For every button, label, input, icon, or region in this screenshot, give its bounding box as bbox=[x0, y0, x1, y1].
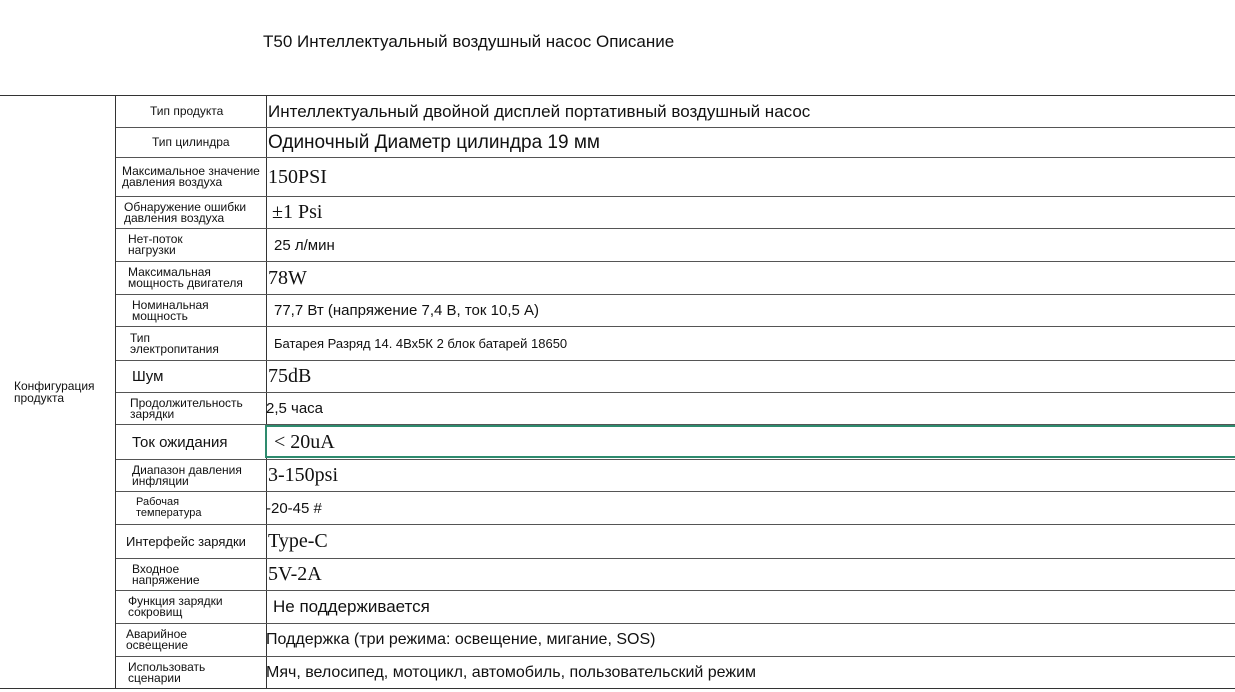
row-label: Тип продукта bbox=[150, 104, 224, 118]
table-row bbox=[116, 128, 1235, 158]
row-highlight-frame bbox=[265, 425, 1235, 458]
row-label: Продолжительность зарядки bbox=[130, 395, 243, 421]
row-value: Одиночный Диаметр цилиндра 19 мм bbox=[268, 131, 600, 153]
table-row bbox=[116, 393, 1235, 425]
row-value: 150PSI bbox=[268, 165, 327, 188]
table-row bbox=[116, 158, 1235, 197]
table-row bbox=[116, 262, 1235, 295]
row-value: 2,5 часа bbox=[266, 400, 324, 417]
row-value: -20-45 # bbox=[266, 499, 322, 517]
row-label: Максимальное значение давления воздуха bbox=[122, 164, 260, 189]
row-value: Мяч, велосипед, мотоцикл, автомобиль, пользовательский режим bbox=[266, 663, 757, 681]
row-label: Функция зарядки сокровищ bbox=[128, 594, 223, 619]
row-label: Диапазон давления инфляции bbox=[132, 462, 242, 488]
row-value: 78W bbox=[268, 266, 307, 289]
table-row bbox=[116, 591, 1235, 624]
table-row bbox=[116, 492, 1235, 525]
table-row bbox=[116, 460, 1235, 492]
table-row bbox=[116, 525, 1235, 559]
table-row bbox=[116, 96, 1235, 128]
row-label: Обнаружение ошибки давления воздуха bbox=[124, 199, 247, 225]
table-row bbox=[116, 295, 1235, 327]
table-row bbox=[116, 229, 1235, 262]
row-value: 77,7 Вт (напряжение 7,4 В, ток 10,5 А) bbox=[274, 302, 539, 319]
row-value: 5V-2A bbox=[268, 563, 322, 585]
row-value: Не поддерживается bbox=[273, 597, 430, 616]
group-label: Конфигурация продукта bbox=[14, 379, 95, 405]
row-value: Поддержка (три режима: освещение, мигание, SOS) bbox=[266, 631, 656, 648]
row-value: Батарея Разряд 14. 4Вх5К 2 блок батарей 18650 bbox=[274, 336, 568, 351]
table-row bbox=[116, 197, 1235, 229]
row-value: Type-C bbox=[268, 530, 328, 552]
row-value: ±1 Psi bbox=[272, 201, 323, 223]
page-title: T50 Интеллектуальный воздушный насос Описание bbox=[263, 32, 675, 51]
table-row bbox=[116, 657, 1235, 688]
row-label: Максимальная мощность двигателя bbox=[128, 265, 243, 290]
table-row bbox=[116, 559, 1235, 591]
row-label: Ток ожидания bbox=[132, 433, 228, 451]
row-value: < 20uA bbox=[274, 430, 335, 453]
row-label: Шум bbox=[132, 368, 164, 385]
row-label: Рабочая температура bbox=[136, 496, 202, 519]
row-label: Тип цилиндра bbox=[152, 135, 230, 149]
row-value: 75dB bbox=[268, 365, 312, 387]
table-bottom-border bbox=[0, 688, 1235, 689]
row-label: Интерфейс зарядки bbox=[126, 534, 246, 549]
row-label: Использовать сценарии bbox=[128, 659, 206, 685]
row-label: Тип электропитания bbox=[130, 330, 219, 356]
row-label: Номинальная мощность bbox=[132, 297, 209, 323]
row-value: 25 л/мин bbox=[274, 236, 335, 254]
table-row bbox=[116, 361, 1235, 393]
row-value: Интеллектуальный двойной дисплей портативный воздушный насос bbox=[268, 101, 811, 121]
row-label: Нет-поток нагрузки bbox=[128, 232, 183, 257]
row-label: Входное напряжение bbox=[132, 561, 200, 587]
row-label: Аварийное освещение bbox=[126, 627, 189, 652]
table-row bbox=[116, 624, 1235, 657]
table-row bbox=[116, 327, 1235, 361]
row-value: 3-150psi bbox=[268, 464, 338, 486]
